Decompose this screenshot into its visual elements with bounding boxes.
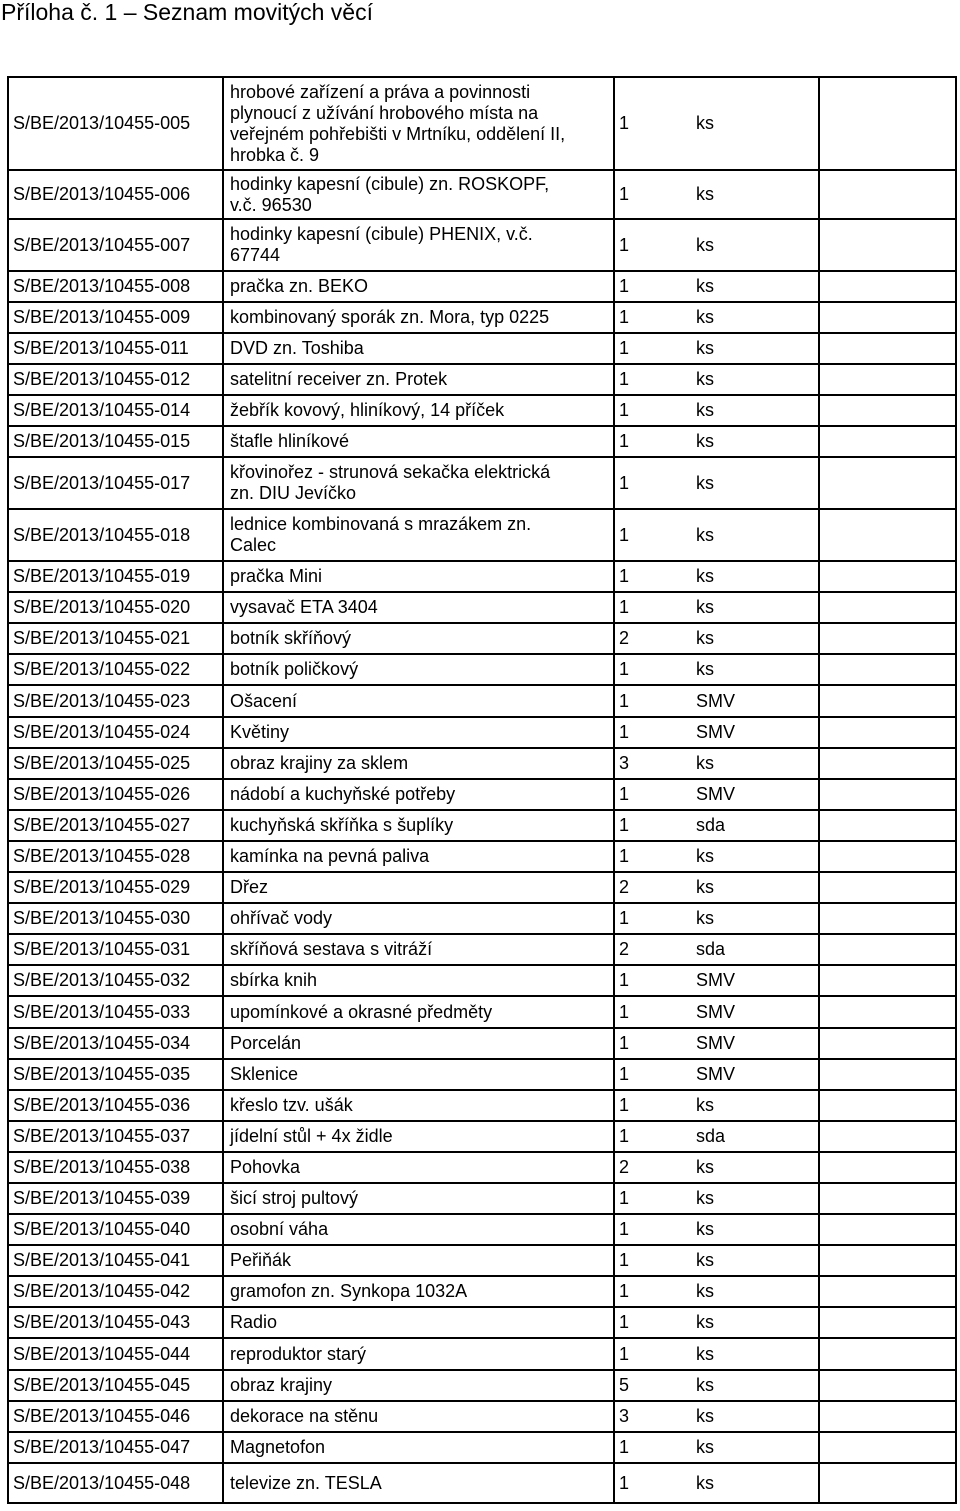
item-quantity: 1 [619, 1250, 630, 1270]
item-description: Porcelán [230, 1033, 302, 1053]
item-code: S/BE/2013/10455-007 [13, 234, 191, 255]
item-quantity: 2 [619, 628, 630, 648]
item-unit: ks [696, 234, 714, 255]
row-divider [7, 1244, 957, 1246]
row-divider [7, 270, 957, 272]
item-unit: SMV [696, 1064, 736, 1084]
item-description: křeslo tzv. ušák [230, 1095, 353, 1115]
row-divider [7, 1058, 957, 1060]
page-title: Příloha č. 1 – Seznam movitých věcí [1, 0, 373, 25]
item-quantity: 1 [619, 722, 630, 742]
item-unit: ks [696, 307, 714, 327]
item-description: hodinky kapesní (cibule) PHENIX, v.č. 67744 [230, 224, 533, 265]
row-divider [7, 840, 957, 842]
item-quantity: 1 [619, 1472, 630, 1493]
item-quantity: 1 [619, 1343, 630, 1364]
row-divider [7, 591, 957, 593]
item-description: Ošacení [230, 690, 298, 711]
item-unit: ks [696, 1472, 714, 1493]
column-divider [222, 76, 224, 1504]
item-description: šicí stroj pultový [230, 1188, 359, 1208]
row-divider [7, 1502, 957, 1504]
item-description: kamínka na pevná paliva [230, 846, 430, 866]
row-divider [7, 747, 957, 749]
item-quantity: 1 [619, 184, 630, 204]
item-code: S/BE/2013/10455-026 [13, 784, 191, 804]
item-code: S/BE/2013/10455-033 [13, 1001, 191, 1022]
row-divider [7, 1151, 957, 1153]
row-divider [7, 560, 957, 562]
item-unit: ks [696, 1250, 714, 1270]
column-divider [818, 76, 820, 1504]
item-code: S/BE/2013/10455-017 [13, 472, 191, 493]
column-divider [613, 76, 615, 1504]
item-code: S/BE/2013/10455-047 [13, 1437, 191, 1457]
item-description: botník poličkový [230, 659, 359, 679]
row-divider [7, 653, 957, 655]
row-divider [7, 1089, 957, 1091]
item-description: kombinovaný sporák zn. Mora, typ 0225 [230, 307, 550, 327]
item-quantity: 1 [619, 472, 630, 493]
item-code: S/BE/2013/10455-030 [13, 908, 191, 928]
item-description: sbírka knih [230, 970, 318, 990]
item-unit: ks [696, 276, 714, 296]
item-quantity: 1 [619, 369, 630, 389]
item-code: S/BE/2013/10455-025 [13, 753, 191, 773]
item-quantity: 1 [619, 690, 630, 711]
inventory-table [7, 76, 957, 1504]
item-code: S/BE/2013/10455-029 [13, 877, 191, 897]
row-divider [7, 1213, 957, 1215]
item-code: S/BE/2013/10455-023 [13, 690, 191, 711]
item-unit: ks [696, 597, 714, 617]
row-divider [7, 1182, 957, 1184]
item-unit: sda [696, 815, 726, 835]
item-description: pračka zn. BEKO [230, 276, 369, 296]
item-code: S/BE/2013/10455-041 [13, 1250, 191, 1270]
row-divider [7, 456, 957, 458]
item-code: S/BE/2013/10455-018 [13, 524, 191, 545]
item-quantity: 1 [619, 1437, 630, 1457]
item-description: obraz krajiny [230, 1375, 333, 1395]
item-unit: ks [696, 1157, 714, 1177]
row-divider [7, 169, 957, 171]
item-quantity: 1 [619, 815, 630, 835]
item-description: kuchyňská skříňka s šuplíky [230, 815, 454, 835]
item-unit: ks [696, 369, 714, 389]
item-code: S/BE/2013/10455-042 [13, 1281, 191, 1301]
row-divider [7, 716, 957, 718]
item-description: reproduktor starý [230, 1343, 367, 1364]
item-description: jídelní stůl + 4x židle [230, 1126, 393, 1146]
item-unit: ks [696, 400, 714, 420]
item-code: S/BE/2013/10455-031 [13, 939, 191, 959]
row-divider [7, 995, 957, 997]
item-quantity: 1 [619, 1219, 630, 1239]
item-unit: ks [696, 524, 714, 545]
item-description: žebřík kovový, hliníkový, 14 příček [230, 400, 505, 420]
item-quantity: 1 [619, 276, 630, 296]
item-unit: ks [696, 877, 714, 897]
item-quantity: 1 [619, 970, 630, 990]
item-quantity: 1 [619, 1126, 630, 1146]
item-code: S/BE/2013/10455-019 [13, 566, 191, 586]
item-quantity: 1 [619, 597, 630, 617]
item-description: křovinořez - strunová sekačka elektrická zn. DIU Jevíčko [230, 462, 551, 503]
item-code: S/BE/2013/10455-006 [13, 184, 191, 204]
item-description: Radio [230, 1312, 278, 1332]
item-unit: SMV [696, 1033, 736, 1053]
item-quantity: 1 [619, 1033, 630, 1053]
item-code: S/BE/2013/10455-046 [13, 1406, 191, 1426]
row-divider [7, 1369, 957, 1371]
item-code: S/BE/2013/10455-022 [13, 659, 191, 679]
item-quantity: 1 [619, 113, 630, 133]
item-code: S/BE/2013/10455-014 [13, 400, 191, 420]
item-unit: SMV [696, 1001, 736, 1022]
row-divider [7, 684, 957, 686]
item-quantity: 1 [619, 400, 630, 420]
item-quantity: 1 [619, 566, 630, 586]
item-description: vysavač ETA 3404 [230, 597, 378, 617]
item-description: televize zn. TESLA [230, 1472, 382, 1493]
item-code: S/BE/2013/10455-034 [13, 1033, 191, 1053]
item-description: pračka Mini [230, 566, 323, 586]
item-quantity: 1 [619, 908, 630, 928]
item-quantity: 1 [619, 338, 630, 358]
item-description: Květiny [230, 722, 290, 742]
item-code: S/BE/2013/10455-045 [13, 1375, 191, 1395]
row-divider [7, 76, 957, 78]
item-unit: ks [696, 113, 714, 133]
item-description: štafle hliníkové [230, 431, 350, 451]
item-unit: ks [696, 1437, 714, 1457]
item-unit: ks [696, 1188, 714, 1208]
item-code: S/BE/2013/10455-039 [13, 1188, 191, 1208]
item-code: S/BE/2013/10455-043 [13, 1312, 191, 1332]
row-divider [7, 1431, 957, 1433]
item-description: Dřez [230, 877, 269, 897]
item-description: Peřiňák [230, 1250, 292, 1270]
item-unit: ks [696, 753, 714, 773]
item-quantity: 1 [619, 1312, 630, 1332]
item-description: dekorace na stěnu [230, 1406, 379, 1426]
item-quantity: 1 [619, 1281, 630, 1301]
item-code: S/BE/2013/10455-027 [13, 815, 191, 835]
item-quantity: 1 [619, 1188, 630, 1208]
row-divider [7, 902, 957, 904]
item-code: S/BE/2013/10455-040 [13, 1219, 191, 1239]
item-description: DVD zn. Toshiba [230, 338, 364, 358]
item-description: skříňová sestava s vitráží [230, 939, 433, 959]
item-quantity: 2 [619, 877, 630, 897]
item-description: Sklenice [230, 1064, 299, 1084]
row-divider [7, 871, 957, 873]
item-code: S/BE/2013/10455-037 [13, 1126, 191, 1146]
item-unit: ks [696, 566, 714, 586]
item-description: Magnetofon [230, 1437, 326, 1457]
item-unit: ks [696, 628, 714, 648]
item-code: S/BE/2013/10455-008 [13, 276, 191, 296]
item-code: S/BE/2013/10455-012 [13, 369, 191, 389]
row-divider [7, 933, 957, 935]
item-code: S/BE/2013/10455-035 [13, 1064, 191, 1084]
item-code: S/BE/2013/10455-028 [13, 846, 191, 866]
item-unit: ks [696, 431, 714, 451]
item-code: S/BE/2013/10455-048 [13, 1472, 191, 1493]
item-code: S/BE/2013/10455-038 [13, 1157, 191, 1177]
item-code: S/BE/2013/10455-032 [13, 970, 191, 990]
item-unit: ks [696, 1312, 714, 1332]
item-unit: ks [696, 1095, 714, 1115]
item-quantity: 3 [619, 753, 630, 773]
item-quantity: 1 [619, 524, 630, 545]
item-unit: ks [696, 472, 714, 493]
row-divider [7, 778, 957, 780]
item-unit: sda [696, 1126, 726, 1146]
row-divider [7, 1337, 957, 1339]
item-code: S/BE/2013/10455-011 [13, 338, 189, 358]
item-quantity: 2 [619, 939, 630, 959]
item-quantity: 1 [619, 846, 630, 866]
row-divider [7, 301, 957, 303]
row-divider [7, 425, 957, 427]
row-divider [7, 363, 957, 365]
row-divider [7, 1027, 957, 1029]
item-description: hrobové zařízení a práva a povinnosti plynoucí z užívání hrobového místa na veřejném pohřebišti v Mrtníku, oddělení II, hrobka č. 9 [230, 81, 566, 165]
row-divider [7, 508, 957, 510]
item-code: S/BE/2013/10455-036 [13, 1095, 191, 1115]
item-quantity: 1 [619, 1095, 630, 1115]
item-unit: ks [696, 184, 714, 204]
item-unit: SMV [696, 784, 736, 804]
item-quantity: 1 [619, 659, 630, 679]
item-description: lednice kombinovaná s mrazákem zn. Calec [230, 514, 532, 555]
item-code: S/BE/2013/10455-005 [13, 113, 191, 133]
row-divider [7, 394, 957, 396]
column-divider [7, 76, 9, 1504]
item-description: botník skříňový [230, 628, 352, 648]
item-code: S/BE/2013/10455-021 [13, 628, 191, 648]
item-description: hodinky kapesní (cibule) zn. ROSKOPF, v.č. 96530 [230, 173, 550, 215]
row-divider [7, 1275, 957, 1277]
item-description: obraz krajiny za sklem [230, 753, 409, 773]
item-code: S/BE/2013/10455-044 [13, 1343, 191, 1364]
item-description: osobní váha [230, 1219, 329, 1239]
item-quantity: 3 [619, 1406, 630, 1426]
item-unit: ks [696, 1406, 714, 1426]
item-quantity: 1 [619, 431, 630, 451]
item-unit: SMV [696, 690, 736, 711]
item-quantity: 2 [619, 1157, 630, 1177]
item-unit: ks [696, 908, 714, 928]
item-quantity: 5 [619, 1375, 630, 1395]
item-quantity: 1 [619, 234, 630, 255]
item-description: Pohovka [230, 1157, 301, 1177]
item-quantity: 1 [619, 784, 630, 804]
item-description: nádobí a kuchyňské potřeby [230, 784, 456, 804]
item-quantity: 1 [619, 1001, 630, 1022]
item-description: upomínkové a okrasné předměty [230, 1001, 493, 1022]
item-unit: ks [696, 846, 714, 866]
row-divider [7, 218, 957, 220]
row-divider [7, 964, 957, 966]
item-unit: ks [696, 1375, 714, 1395]
row-divider [7, 1306, 957, 1308]
row-divider [7, 622, 957, 624]
item-unit: sda [696, 939, 726, 959]
row-divider [7, 1400, 957, 1402]
item-unit: ks [696, 659, 714, 679]
row-divider [7, 1120, 957, 1122]
item-unit: ks [696, 1281, 714, 1301]
item-code: S/BE/2013/10455-009 [13, 307, 191, 327]
item-unit: SMV [696, 722, 736, 742]
item-description: satelitní receiver zn. Protek [230, 369, 448, 389]
item-quantity: 1 [619, 1064, 630, 1084]
item-code: S/BE/2013/10455-015 [13, 431, 191, 451]
item-description: ohřívač vody [230, 908, 333, 928]
item-unit: ks [696, 338, 714, 358]
item-quantity: 1 [619, 307, 630, 327]
item-code: S/BE/2013/10455-024 [13, 722, 191, 742]
row-divider [7, 1462, 957, 1464]
column-divider [955, 76, 957, 1504]
item-unit: SMV [696, 970, 736, 990]
item-unit: ks [696, 1219, 714, 1239]
item-unit: ks [696, 1343, 714, 1364]
item-description: gramofon zn. Synkopa 1032A [230, 1281, 468, 1301]
row-divider [7, 332, 957, 334]
item-code: S/BE/2013/10455-020 [13, 597, 191, 617]
row-divider [7, 809, 957, 811]
